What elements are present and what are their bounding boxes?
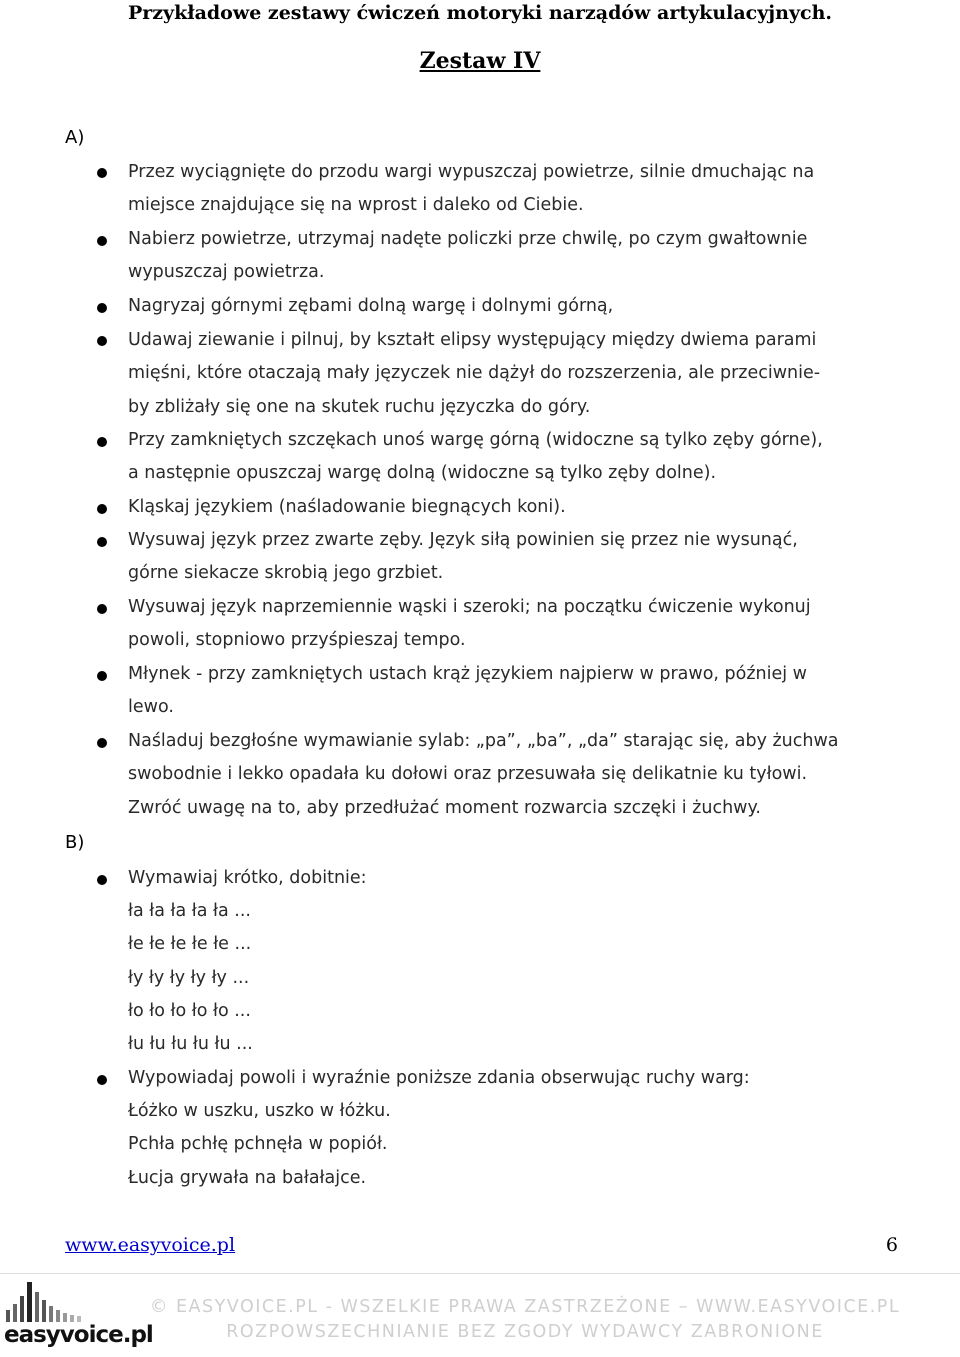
exercise-item: Nabierz powietrze, utrzymaj nadęte policzki prze chwilę, po czym gwałtownie wypuszczaj powietrza. (128, 229, 808, 283)
syllable-line: łe łe łe łe łe ... (128, 934, 252, 954)
footer-divider (0, 1273, 960, 1274)
bullet-icon (97, 875, 107, 885)
page-number: 6 (885, 1234, 898, 1256)
set-title: Zestaw IV (419, 48, 541, 74)
syllable-line: ła ła ła ła ła ... (128, 901, 251, 921)
bullet-icon (97, 336, 107, 346)
copyright-line: © EASYVOICE.PL - WSZELKIE PRAWA ZASTRZEŻONE – WWW.EASYVOICE.PL (149, 1297, 901, 1317)
bullet-icon (97, 168, 107, 178)
sentence-line: Pchła pchłę pchnęła w popiół. (128, 1134, 388, 1154)
bullet-icon (97, 738, 107, 748)
exercise-item: Nagryzaj górnymi zębami dolną wargę i dolnymi górną, (128, 296, 614, 316)
exercise-item: Kląskaj językiem (naśladowanie biegnących koni). (128, 497, 566, 517)
exercise-item: Wysuwaj język przez zwarte zęby. Język siłą powinien się przez nie wysunąć, górne siekacze skrobią jego grzbiet. (128, 530, 798, 584)
copyright-line: ROZPOWSZECHNIANIE BEZ ZGODY WYDAWCY ZABRONIONE (226, 1322, 824, 1342)
exercise-item: Przez wyciągnięte do przodu wargi wypuszczaj powietrze, silnie dmuchając na miejsce znajdujące się na wprost i daleko od Ciebie. (128, 162, 815, 216)
syllable-line: ło ło ło ło ło ... (128, 1001, 251, 1021)
exercise-item-title: Wymawiaj krótko, dobitnie: (128, 868, 367, 888)
bullet-icon (97, 1075, 107, 1085)
bullet-icon (97, 437, 107, 447)
bullet-icon (97, 671, 107, 681)
sentence-line: Łóżko w uszku, uszko w łóżku. (128, 1101, 391, 1121)
bullet-icon (97, 303, 107, 313)
logo-text: easyvoice.pl (4, 1322, 153, 1348)
exercise-item: Przy zamkniętych szczękach unoś wargę górną (widoczne są tylko zęby górne), a następnie opuszczaj wargę dolną (widoczne są tylko zęby dolne). (128, 430, 823, 484)
bullet-icon (97, 504, 107, 514)
exercise-item-title: Wypowiadaj powoli i wyraźnie poniższe zdania obserwując ruchy warg: (128, 1068, 750, 1088)
section-b-label: B) (65, 832, 85, 853)
bullet-icon (97, 537, 107, 547)
document-header-title: Przykładowe zestawy ćwiczeń motoryki narządów artykulacyjnych. (127, 2, 833, 24)
exercise-item: Młynek - przy zamkniętych ustach krąż językiem najpierw w prawo, później w lewo. (128, 664, 807, 718)
exercise-item: Wysuwaj język naprzemiennie wąski i szeroki; na początku ćwiczenie wykonuj powoli, stopniowo przyśpieszaj tempo. (128, 597, 811, 651)
exercise-item: Naśladuj bezgłośne wymawianie sylab: „pa”, „ba”, „da” starając się, aby żuchwa swobodnie i lekko opadała ku dołowi oraz przesuwała się delikatnie ku tyłowi. Zwróć uwagę na to, aby przedłużać moment rozwarcia szczęki i żuchwy. (128, 731, 839, 818)
sentence-line: Łucja grywała na bałałajce. (128, 1168, 367, 1188)
syllable-line: ły ły ły ły ły ... (128, 968, 250, 988)
section-a-label: A) (65, 127, 85, 148)
bullet-icon (97, 604, 107, 614)
exercise-item: Udawaj ziewanie i pilnuj, by kształt elipsy występujący między dwiema parami mięśni, które otaczają mały języczek nie dążył do rozszerzenia, ale przeciwnie- by zbliżały się one na skutek ruchu języczka do góry. (128, 330, 821, 417)
bullet-icon (97, 236, 107, 246)
website-link[interactable]: www.easyvoice.pl (65, 1234, 236, 1256)
syllable-line: łu łu łu łu łu ... (128, 1034, 253, 1054)
